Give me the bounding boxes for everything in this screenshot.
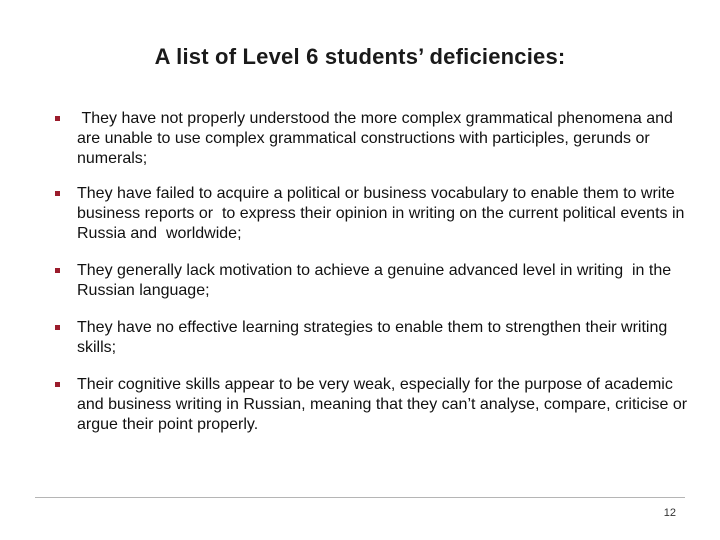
square-bullet-icon	[55, 116, 60, 121]
bullet-text: They generally lack motivation to achieve a genuine advanced level in writing in the Russian language;	[77, 262, 681, 299]
square-bullet-icon	[55, 191, 60, 196]
bullet-text: They have failed to acquire a political or business vocabulary to enable them to write business reports or to express their opinion in writing on the current political events in Russia and worldwide;	[77, 185, 689, 242]
bullet-item	[55, 109, 695, 169]
bullet-item	[55, 261, 695, 301]
bullet-list	[55, 109, 695, 451]
square-bullet-icon	[55, 382, 60, 387]
square-bullet-icon	[55, 268, 60, 273]
bullet-item	[55, 184, 695, 244]
bullet-item	[55, 375, 695, 435]
bullet-text: They have not properly understood the more complex grammatical phenomena and are unable to use complex grammatical constructions with participles, gerunds or numerals;	[77, 110, 678, 167]
square-bullet-icon	[55, 325, 60, 330]
slide-title: A list of Level 6 students’ deficiencies:	[154, 44, 566, 69]
page-number: 12	[663, 507, 676, 519]
bullet-text: Their cognitive skills appear to be very weak, especially for the purpose of academic and business writing in Russian, meaning that they can’t analyse, compare, criticise or argue their point properly.	[77, 376, 692, 433]
bullet-text: They have no effective learning strategies to enable them to strengthen their writing skills;	[77, 319, 672, 356]
footer-divider	[35, 497, 685, 498]
bullet-item	[55, 318, 695, 358]
